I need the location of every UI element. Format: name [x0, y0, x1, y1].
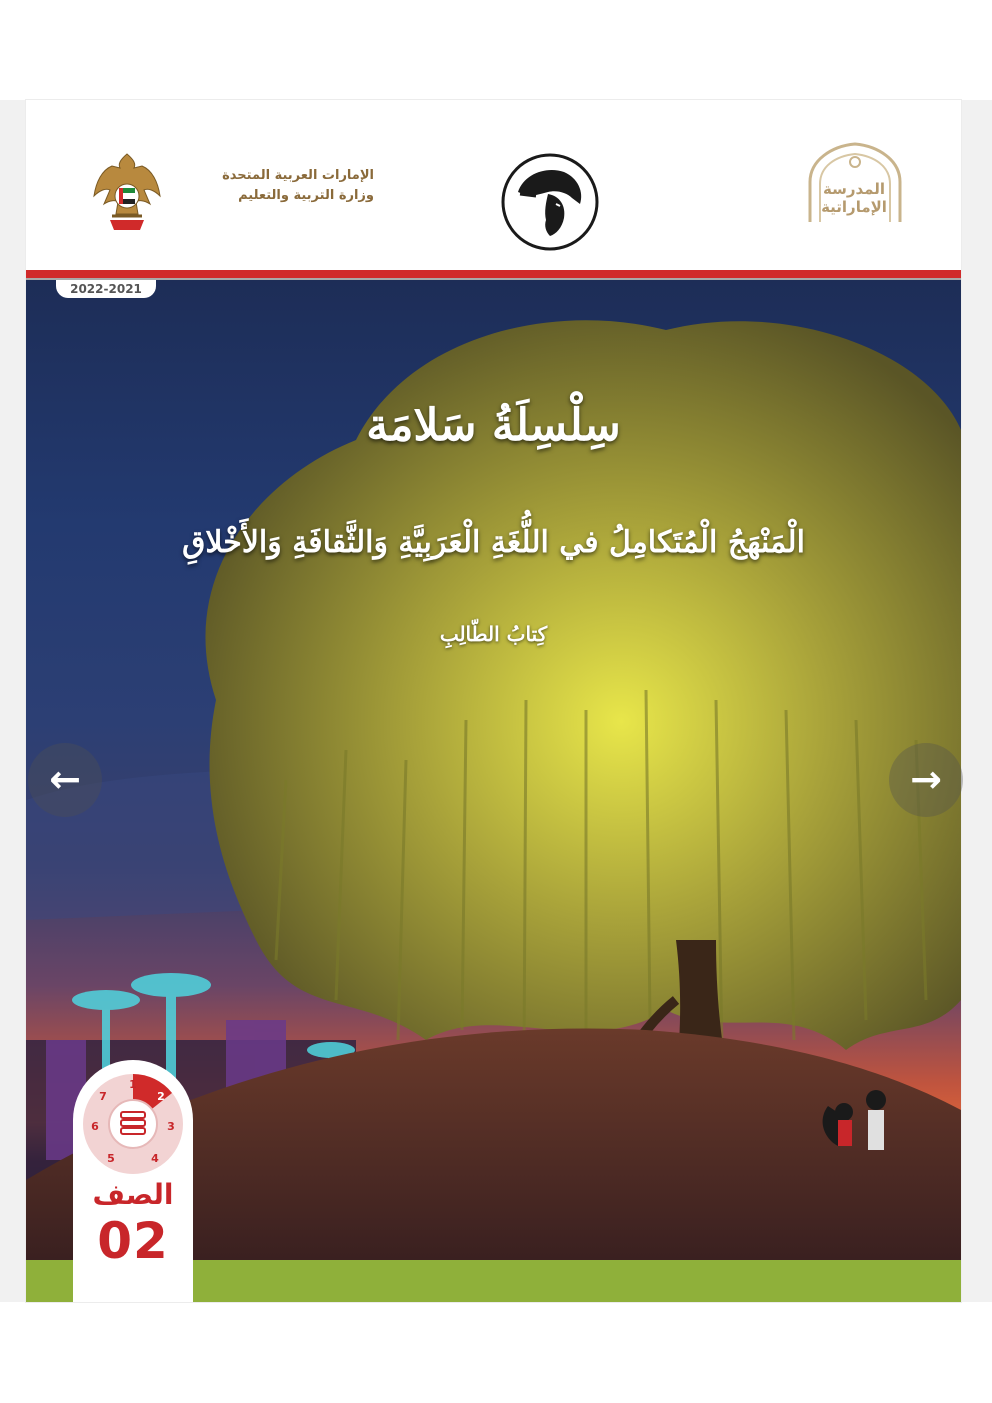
left-gutter [0, 100, 26, 1302]
grade-wheel-icon [73, 1060, 193, 1180]
wheel-number-3: 3 [167, 1120, 175, 1133]
ministry-line-1: الإمارات العربية المتحدة [222, 168, 374, 183]
curriculum-subtitle: الْمَنْهَجُ الْمُتَكامِلُ في اللُّغَةِ الْعَرَبِيَّةِ وَالثَّقافَةِ وَالأَخْلاقِ [182, 525, 805, 560]
emirati-school-text [804, 180, 904, 216]
uae-emblem-icon [90, 150, 164, 240]
grade-number: 02 [97, 1212, 169, 1270]
portrait-logo-icon [500, 152, 600, 252]
book-cover-page [26, 100, 961, 1302]
grade-label: الصف [92, 1178, 174, 1211]
wheel-number-4: 4 [151, 1152, 159, 1165]
ministry-name [174, 166, 374, 206]
academic-year-badge: 2022-2021 [56, 280, 156, 298]
arrow-right-icon: → [910, 757, 942, 801]
school-line-2: الإماراتية [821, 198, 887, 216]
cover-header [26, 100, 961, 268]
ministry-line-2: وزارة التربية والتعليم [238, 188, 374, 203]
wheel-number-5: 5 [107, 1152, 115, 1165]
series-title: سِلْسِلَةُ سَلامَة [366, 400, 621, 451]
previous-page-button[interactable] [28, 743, 102, 817]
wheel-number-2: 2 [157, 1090, 165, 1103]
book-type-label: كِتابُ الطّالِبِ [439, 622, 548, 646]
right-gutter [961, 100, 992, 1302]
arrow-left-icon: ← [49, 757, 81, 801]
school-line-1: المدرسة [823, 180, 885, 198]
wheel-number-6: 6 [91, 1120, 99, 1133]
header-red-divider [26, 270, 961, 278]
wheel-number-7: 7 [99, 1090, 107, 1103]
next-page-button[interactable] [889, 743, 963, 817]
wheel-number-1: 1 [129, 1078, 137, 1091]
